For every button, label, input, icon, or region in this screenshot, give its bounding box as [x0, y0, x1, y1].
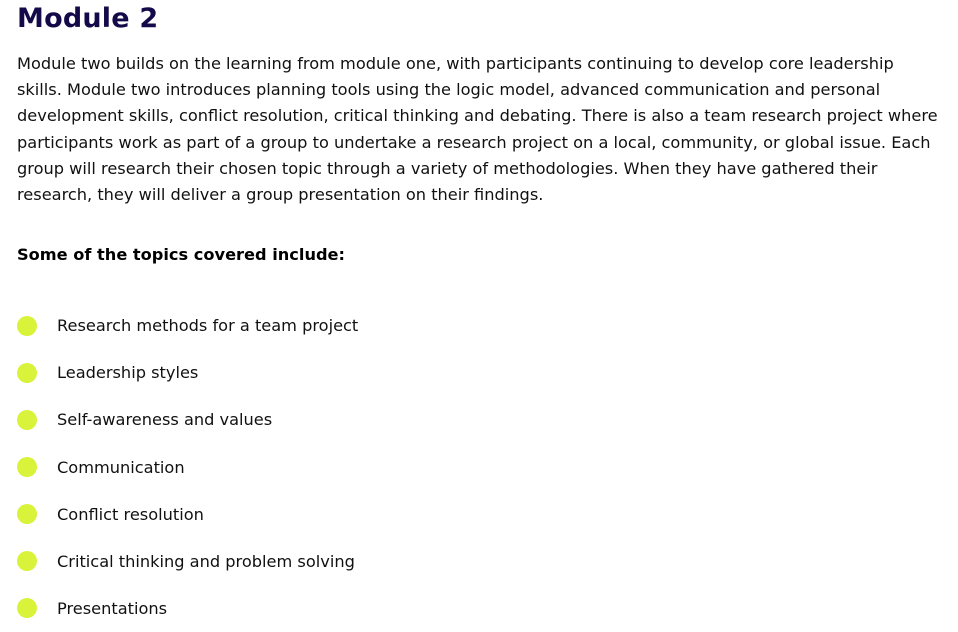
bullet-dot-icon	[17, 457, 37, 477]
bullet-dot-icon	[17, 598, 37, 618]
bullet-dot-icon	[17, 363, 37, 383]
topic-label: Conflict resolution	[57, 504, 204, 524]
topic-label: Leadership styles	[57, 363, 199, 383]
bullet-dot-icon	[17, 410, 37, 430]
bullet-dot-icon	[17, 504, 37, 524]
list-item	[17, 585, 942, 632]
topic-list	[17, 302, 942, 632]
module-description: Module two builds on the learning from module one, with participants continuing to develop core leadership skills. Module two introduces planning tools using the logic model, advanced communication and personal development skills, conflict resolution, critical thinking and debating. There is also a team research project where participants work as part of a group to undertake a research project on a local, community, or global issue. Each group will research their chosen topic through a variety of methodologies. When they have gathered their research, they will deliver a group presentation on their findings.	[17, 54, 938, 205]
bullet-dot-icon	[17, 551, 37, 571]
list-item	[17, 396, 942, 443]
topics-heading: Some of the topics covered include:	[17, 245, 346, 265]
bullet-dot-icon	[17, 316, 37, 336]
topic-label: Presentations	[57, 598, 168, 618]
page-title: Module 2	[17, 3, 159, 34]
topic-label: Self-awareness and values	[57, 410, 273, 430]
list-item	[17, 302, 942, 349]
topic-label: Communication	[57, 457, 185, 477]
topic-label: Critical thinking and problem solving	[57, 551, 355, 571]
list-item	[17, 444, 942, 491]
list-item	[17, 349, 942, 396]
topic-label: Research methods for a team project	[57, 316, 359, 336]
list-item	[17, 538, 942, 585]
list-item	[17, 491, 942, 538]
